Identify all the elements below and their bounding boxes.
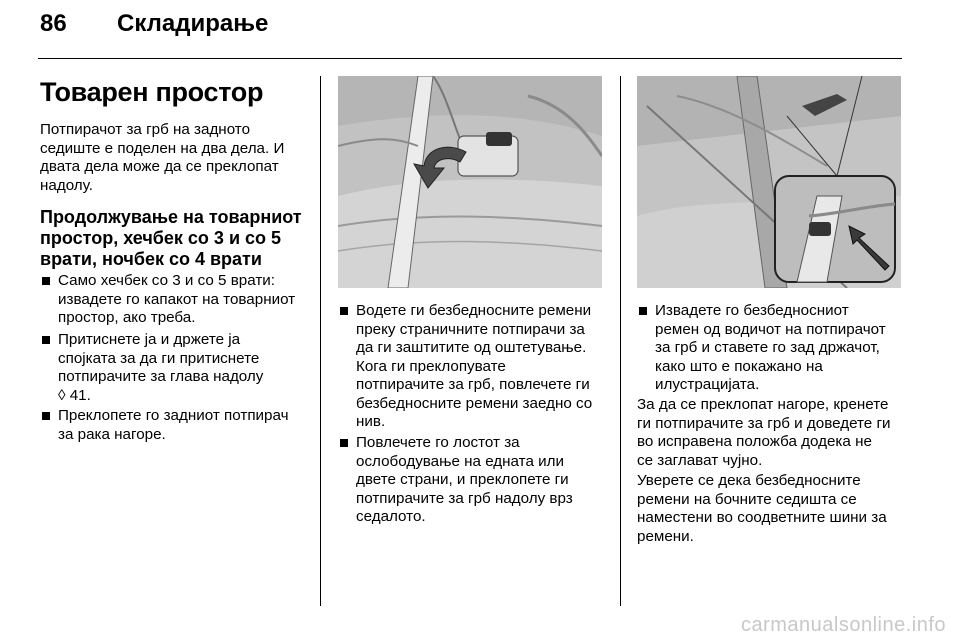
subheading-line: Продолжување на товарниот [40,207,302,227]
subheading [40,207,308,270]
bullet-item [40,331,308,405]
text-line: Повлечете го лостот за [356,434,520,451]
seat-belt-guide-figure [338,76,602,288]
text-line: Кога ги преклопувате [356,357,506,375]
text-line: ги потпирачите за грб и доведете ги [637,414,891,432]
intro-paragraph [40,121,308,195]
text-line: наместени во соодветните шини за [637,509,887,526]
text-line: простор, ако треба. [58,309,196,326]
bullet-item [637,302,907,395]
bullet-item [40,272,308,328]
text-line: за грб и ставете го зад држачот, [655,339,880,356]
text-line: за рака нагоре. [58,425,166,443]
text-line: потпирачите за грб, повлечете ги [356,376,590,393]
text-line: Извадете го безбедносниот [655,302,849,319]
text-line: да ги заштитите од оштетување. [356,339,587,356]
subheading-line: простор, хечбек со 3 и со 5 [40,228,282,248]
bullet-square-icon [42,412,50,420]
text-line: седалото. [356,508,426,525]
bullet-item [40,407,308,444]
text-line: потпирачите за глава надолу [58,368,264,385]
header-divider [38,58,902,59]
paragraph [637,472,907,546]
page-reference[interactable]: ◊ 41. [58,386,91,404]
text-line: двата дела може да се преклопат [40,158,279,175]
text-line: извадете го капакот на товарниот [58,290,296,308]
watermark: carmanualsonline.info [740,614,946,636]
text-line: во исправена положба додека не [637,433,872,450]
text-line: ремени на бочните седишта се [637,490,857,508]
text-line: илустрацијата. [655,376,760,393]
bullet-item [338,434,606,527]
text-line: Само хечбек со 3 и со 5 врати: [58,272,275,289]
main-heading: Товарен простор [40,77,264,107]
text-line: двете страни, и преклопете ги [356,471,569,488]
text-line: Уверете се дека безбедносните [637,472,861,489]
column-divider-2 [620,76,621,606]
text-line: ремени. [637,527,694,545]
text-line: ослободување на едната или [356,452,564,470]
bullet-square-icon [639,307,647,315]
page-number: 86 [40,10,67,37]
seat-belt-guide-icon [338,76,602,288]
text-line: Потпирачот за грб на задното [40,121,251,138]
text-line: Притиснете ја и држете ја [58,331,241,348]
text-line: Водете ги безбедносните ремени [356,302,592,319]
text-line: нив. [356,413,386,430]
subheading-line: врати, ночбек со 4 врати [40,249,262,269]
seat-belt-holder-figure [637,76,901,288]
text-line: безбедносните ремени заедно со [356,394,593,412]
bullet-square-icon [42,277,50,285]
section-title: Складирање [117,10,269,37]
text-line: За да се преклопат нагоре, кренете [637,396,889,413]
bullet-square-icon [340,439,348,447]
text-line: седиште е поделен на два дела. И [40,139,285,157]
seat-belt-holder-icon [637,76,901,288]
text-line: преку страничните потпирачи за [356,320,585,338]
bullet-square-icon [42,336,50,344]
column-divider-1 [320,76,321,606]
bullet-square-icon [340,307,348,315]
text-line: ремен од водичот на потпирачот [655,320,886,338]
text-line: како што е покажано на [655,357,823,375]
text-line: се заглават чујно. [637,451,763,469]
bullet-item [338,302,606,432]
text-line: спојката за да ги притиснете [58,349,260,367]
text-line: надолу. [40,176,93,194]
text-line: потпирачите за грб надолу врз [356,489,573,507]
text-line: Преклопете го задниот потпирач [58,407,289,424]
paragraph [637,396,907,470]
